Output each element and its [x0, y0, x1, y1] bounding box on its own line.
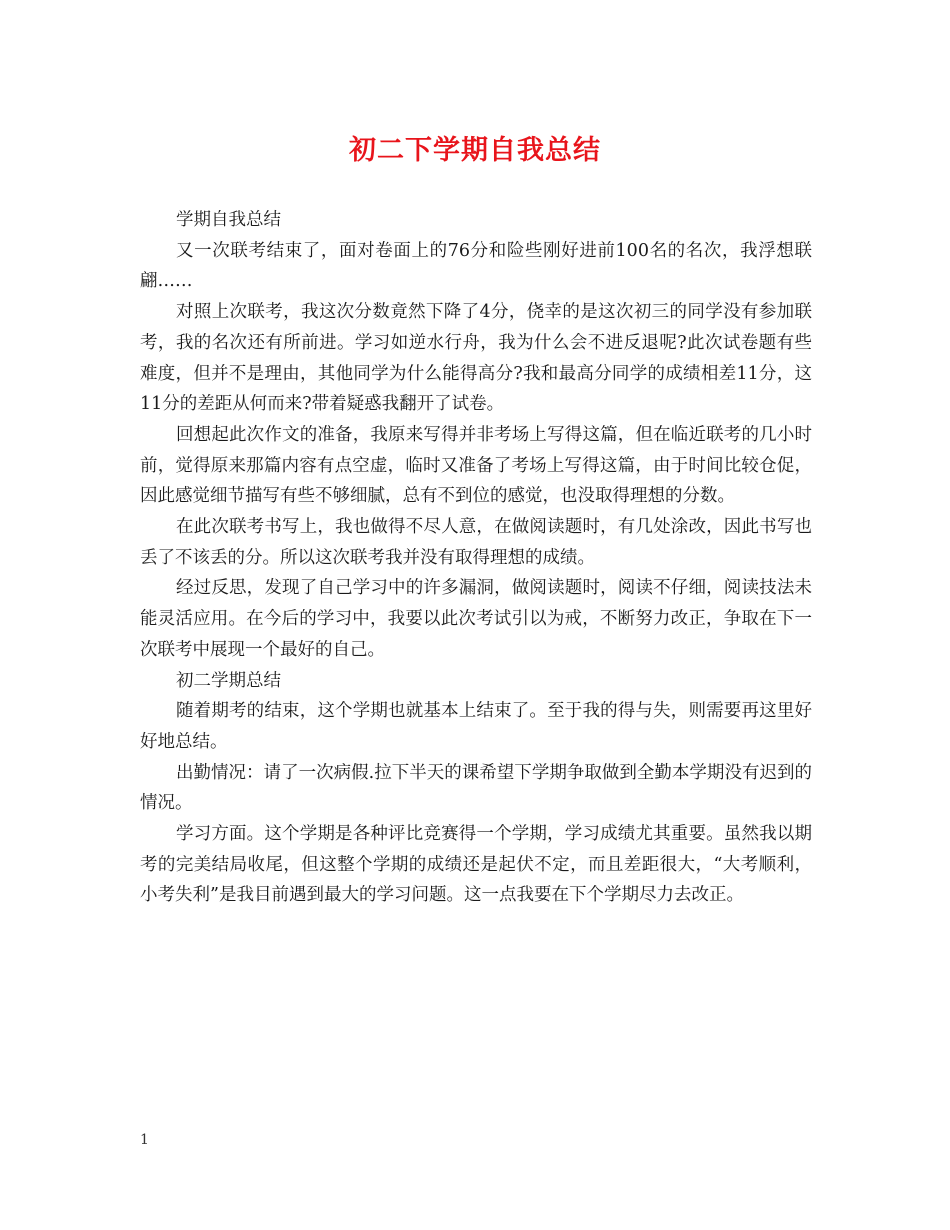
- paragraph-section-heading-2: 初二学期总结: [176, 670, 281, 691]
- paragraph: 在此次联考书写上，我也做得不尽人意，在做阅读题时，有几处涂改，因此书写也丢了不该丢的分。所以这次联考我并没有取得理想的成绩。: [140, 517, 812, 568]
- paragraph: 出勤情况：请了一次病假.拉下半天的课希望下学期争取做到全勤本学期没有迟到的情况。: [140, 762, 812, 814]
- paragraph: 对照上次联考，我这次分数竟然下降了4分，侥幸的是这次初三的同学没有参加联考，我的名次还有所前进。学习如逆水行舟，我为什么会不进反退呢?此次试卷题有些难度，但并不是理由，其他同学为什么能得高分?我和最高分同学的成绩相差11分，这11分的差距从何而来?带着疑惑我翻开了试卷。: [140, 302, 812, 415]
- paragraph: 学习方面。这个学期是各种评比竞赛得一个学期，学习成绩尤其重要。虽然我以期考的完美结局收尾，但这整个学期的成绩还是起伏不定，而且差距很大，“大考顺利，小考失利”是我目前遇到最大的学习问题。这一点我要在下个学期尽力去改正。: [140, 824, 812, 906]
- paragraph: 回想起此次作文的准备，我原来写得并非考场上写得这篇，但在临近联考的几小时前，觉得原来那篇内容有点空虚，临时又准备了考场上写得这篇，由于时间比较仓促，因此感觉细节描写有些不够细腻，总有不到位的感觉，也没取得理想的分数。: [140, 424, 812, 507]
- page-number: 1: [140, 1132, 149, 1148]
- paragraph: 又一次联考结束了，面对卷面上的76分和险些刚好进前100名的名次，我浮想联翩……: [140, 240, 812, 292]
- document-body: [140, 205, 812, 911]
- paragraph: 经过反思，发现了自己学习中的许多漏洞，做阅读题时，阅读不仔细，阅读技法未能灵活应用。在今后的学习中，我要以此次考试引以为戒，不断努力改正，争取在下一次联考中展现一个最好的自己。: [140, 578, 812, 660]
- document-title: 初二下学期自我总结: [349, 135, 601, 166]
- paragraph: 随着期考的结束，这个学期也就基本上结束了。至于我的得与失，则需要再这里好好地总结。: [140, 701, 812, 752]
- paragraph-section-heading-1: 学期自我总结: [176, 210, 281, 230]
